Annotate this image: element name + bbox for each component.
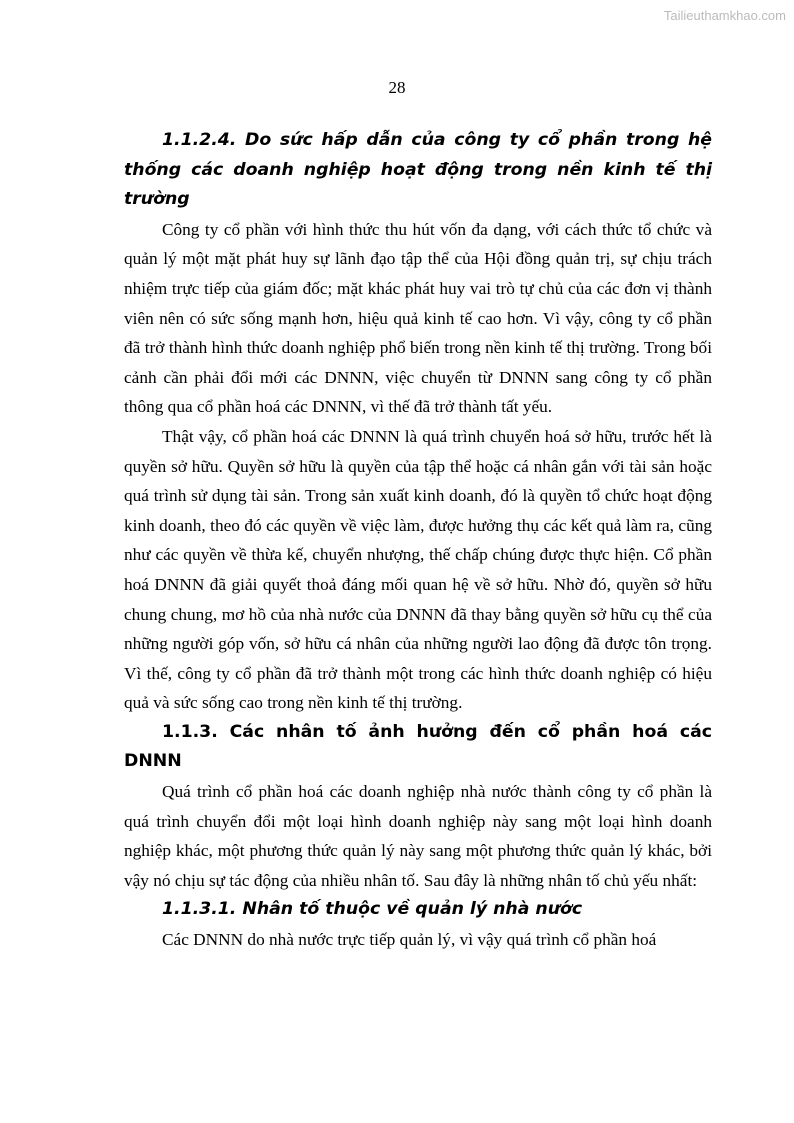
watermark: Tailieuthamkhao.com	[663, 8, 786, 23]
paragraph: Các DNNN do nhà nước trực tiếp quản lý, vì vậy quá trình cổ phần hoá	[162, 930, 657, 950]
section-heading-1-1-3: 1.1.3. Các nhân tố ảnh hưởng đến cổ phần hoá các DNNN	[124, 721, 712, 772]
section-heading-1-1-2-4: 1.1.2.4. Do sức hấp dẫn của công ty cổ phần trong hệ thống các doanh nghiệp hoạt động trong nền kinh tế thị trường	[124, 130, 712, 210]
document-body	[124, 126, 712, 955]
paragraph: Công ty cổ phần với hình thức thu hút vốn đa dạng, với cách thức tổ chức và quản lý một mặt phát huy sự lãnh đạo tập thể của Hội đồng quản trị, sự chịu trách nhiệm trực tiếp của giám đốc; mặt khác phát huy vai trò tự chủ của các đơn vị thành viên nên có sức sống mạnh hơn, hiệu quả kinh tế cao hơn. Vì vậy, công ty cổ phần đã trở thành hình thức doanh nghiệp phổ biến trong nền kinh tế thị trường. Trong bối cảnh cần phải đổi mới các DNNN, việc chuyển từ DNNN sang công ty cổ phần thông qua cổ phần hoá các DNNN, vì thế đã trở thành tất yếu.	[124, 219, 712, 417]
paragraph: Quá trình cổ phần hoá các doanh nghiệp nhà nước thành công ty cổ phần là quá trình chuyển đổi một loại hình doanh nghiệp này sang một loại hình doanh nghiệp khác, một phương thức quản lý này sang một phương thức quản lý khác, bởi vậy nó chịu sự tác động của nhiều nhân tố. Sau đây là những nhân tố chủ yếu nhất:	[124, 782, 712, 890]
section-heading-1-1-3-1: 1.1.3.1. Nhân tố thuộc về quản lý nhà nước	[162, 899, 583, 920]
page-number: 28	[388, 78, 406, 97]
paragraph: Thật vậy, cổ phần hoá các DNNN là quá trình chuyển hoá sở hữu, trước hết là quyền sở hữu. Quyền sở hữu là quyền của tập thể hoặc cá nhân gắn với tài sản hoặc quá trình sử dụng tài sản. Trong sản xuất kinh doanh, đó là quyền tổ chức hoạt động kinh doanh, theo đó các quyền về việc làm, được hưởng thụ các kết quả làm ra, cũng như các quyền về thừa kế, chuyển nhượng, thế chấp chúng được thực hiện. Cổ phần hoá DNNN đã giải quyết thoả đáng mối quan hệ về sở hữu. Nhờ đó, quyền sở hữu chung chung, mơ hồ của nhà nước của DNNN đã thay bằng quyền sở hữu cụ thể của những người góp vốn, sở hữu cá nhân của những người lao động đã được tôn trọng. Vì thế, công ty cổ phần đã trở thành một trong các hình thức doanh nghiệp có hiệu quả và sức sống cao trong nền kinh tế thị trường.	[124, 426, 712, 713]
